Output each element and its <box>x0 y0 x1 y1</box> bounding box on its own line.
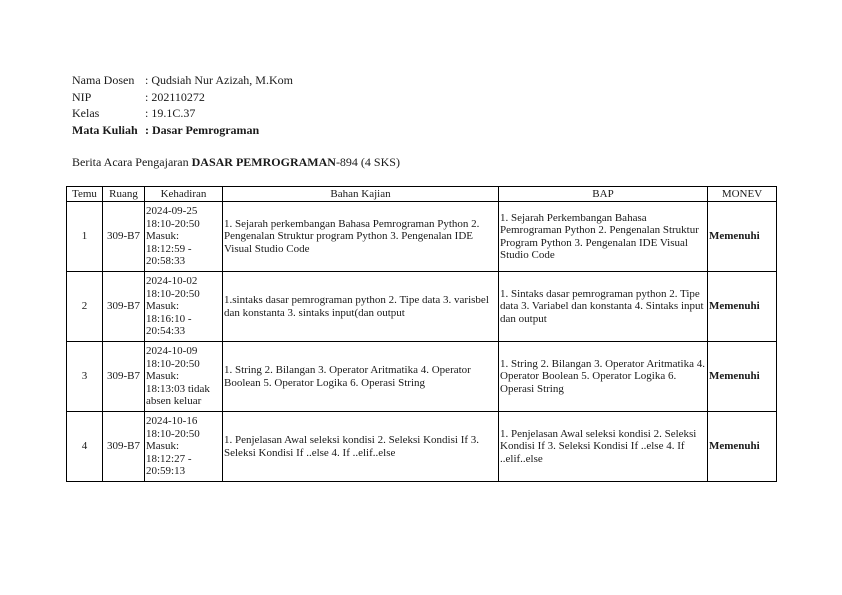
table-row <box>67 202 777 272</box>
bap-cell: 1. String 2. Bilangan 3. Operator Aritmatika 4. Operator Boolean 5. Operator Logika 6. Operasi String <box>499 342 708 412</box>
ruang-cell: 309-B7 <box>103 412 145 482</box>
column-header-bahan-kajian: Bahan Kajian <box>223 187 499 202</box>
kehadiran-date: 2024-10-02 <box>146 275 198 288</box>
lecturer-info <box>72 72 293 138</box>
kehadiran-time-out: 20:58:33 <box>146 255 186 268</box>
kehadiran-cell <box>145 202 223 272</box>
table-row <box>67 342 777 412</box>
monev-cell: Memenuhi <box>708 342 777 412</box>
kehadiran-cell <box>145 412 223 482</box>
subtitle-course: DASAR PEMROGRAMAN <box>191 155 336 169</box>
ruang-cell: 309-B7 <box>103 202 145 272</box>
temu-cell: 2 <box>67 272 103 342</box>
bahan-kajian-cell: 1. Penjelasan Awal seleksi kondisi 2. Seleksi Kondisi If 3. Seleksi Kondisi If ..else 4. If ..elif..else <box>223 412 499 482</box>
kelas-label: Kelas <box>72 106 100 120</box>
ruang-cell: 309-B7 <box>103 342 145 412</box>
nama-dosen-row <box>72 72 293 89</box>
kehadiran-masuk-label: Masuk: <box>146 370 179 383</box>
nama-dosen-value: : Qudsiah Nur Azizah, M.Kom <box>145 73 293 87</box>
kehadiran-time-out: 20:59:13 <box>146 465 186 478</box>
mata-kuliah-label: Mata Kuliah <box>72 122 138 137</box>
nip-row <box>72 89 293 106</box>
ruang-cell: 309-B7 <box>103 272 145 342</box>
kehadiran-masuk-label: Masuk: <box>146 230 179 243</box>
table-header-row <box>67 187 777 202</box>
kehadiran-schedule: 18:10-20:50 <box>146 427 200 440</box>
kehadiran-time-in: 18:12:27 - <box>146 452 192 465</box>
column-header-kehadiran: Kehadiran <box>145 187 223 202</box>
monev-cell: Memenuhi <box>708 202 777 272</box>
column-header-ruang: Ruang <box>103 187 145 202</box>
column-header-monev: MONEV <box>708 187 777 202</box>
monev-cell: Memenuhi <box>708 412 777 482</box>
table-row <box>67 272 777 342</box>
kelas-row <box>72 105 293 122</box>
table-row <box>67 412 777 482</box>
bahan-kajian-cell: 1.sintaks dasar pemrograman python 2. Tipe data 3. varisbel dan konstanta 3. sintaks input(dan output <box>223 272 499 342</box>
temu-cell: 4 <box>67 412 103 482</box>
kehadiran-schedule: 18:10-20:50 <box>146 287 200 300</box>
bahan-kajian-cell: 1. String 2. Bilangan 3. Operator Aritmatika 4. Operator Boolean 5. Operator Logika 6. Operasi String <box>223 342 499 412</box>
kehadiran-date: 2024-10-09 <box>146 345 198 358</box>
bap-cell: 1. Sintaks dasar pemrograman python 2. Tipe data 3. Variabel dan konstanta 4. Sintaks input dan output <box>499 272 708 342</box>
document-subtitle <box>72 155 400 170</box>
kehadiran-time-out: absen keluar <box>146 395 202 408</box>
temu-cell: 3 <box>67 342 103 412</box>
kehadiran-schedule: 18:10-20:50 <box>146 357 200 370</box>
kehadiran-date: 2024-10-16 <box>146 415 198 428</box>
kehadiran-time-out: 20:54:33 <box>146 325 186 338</box>
kehadiran-masuk-label: Masuk: <box>146 440 179 453</box>
mata-kuliah-value: : Dasar Pemrograman <box>145 122 260 137</box>
column-header-bap: BAP <box>499 187 708 202</box>
nama-dosen-label: Nama Dosen <box>72 73 135 87</box>
kehadiran-masuk-label: Masuk: <box>146 300 179 313</box>
kehadiran-time-in: 18:13:03 tidak <box>146 382 210 395</box>
attendance-table <box>66 186 777 482</box>
kehadiran-time-in: 18:16:10 - <box>146 312 192 325</box>
kehadiran-cell <box>145 342 223 412</box>
bap-cell: 1. Sejarah Perkembangan Bahasa Pemrograman Python 2. Pengenalan Struktur Program Python 3. Pengenalan IDE Visual Studio Code <box>499 202 708 272</box>
column-header-temu: Temu <box>67 187 103 202</box>
kehadiran-schedule: 18:10-20:50 <box>146 217 200 230</box>
kehadiran-time-in: 18:12:59 - <box>146 242 192 255</box>
mata-kuliah-row <box>72 122 293 139</box>
kelas-value: : 19.1C.37 <box>145 106 196 120</box>
subtitle-suffix: -894 (4 SKS) <box>335 155 400 169</box>
nip-value: : 202110272 <box>145 89 205 104</box>
kehadiran-date: 2024-09-25 <box>146 205 198 218</box>
monev-cell: Memenuhi <box>708 272 777 342</box>
nip-label: NIP <box>72 89 92 104</box>
temu-cell: 1 <box>67 202 103 272</box>
bahan-kajian-cell: 1. Sejarah perkembangan Bahasa Pemrograman Python 2. Pengenalan Struktur program Python 3. Pengenalan IDE Visual Studio Code <box>223 202 499 272</box>
subtitle-prefix: Berita Acara Pengajaran <box>72 155 192 169</box>
kehadiran-cell <box>145 272 223 342</box>
bap-cell: 1. Penjelasan Awal seleksi kondisi 2. Seleksi Kondisi If 3. Seleksi Kondisi If ..else 4. If ..elif..else <box>499 412 708 482</box>
